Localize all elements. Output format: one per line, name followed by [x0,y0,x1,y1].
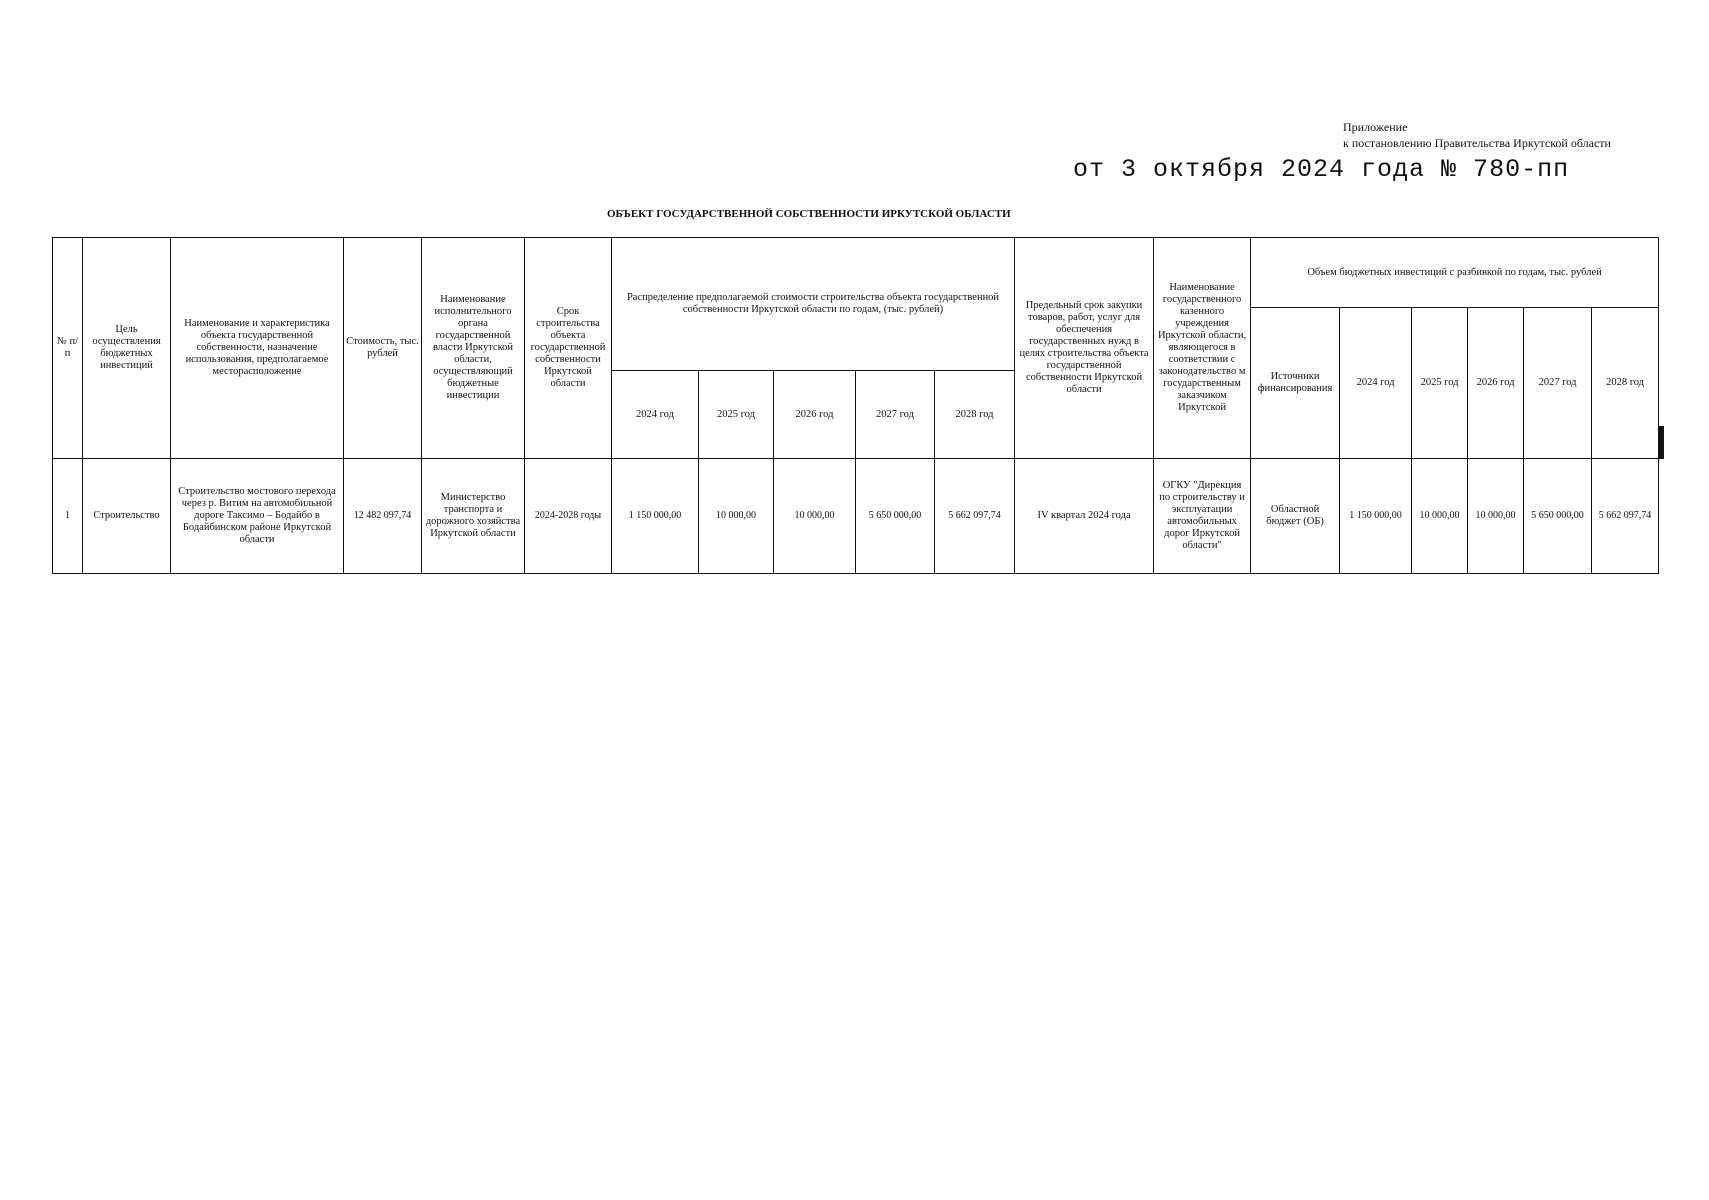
header-dist-year: 2024 год [612,371,699,459]
header-distribution: Распределение предполагаемой стоимости строительства объекта государственной собственности Иркутской области по годам, (тыс. рублей) [612,238,1015,371]
header-object: Наименование и характеристика объекта государственной собственности, назначение использования, предполагаемое месторасположение [171,238,344,459]
appendix-reference: к постановлению Правительства Иркутской области [1343,136,1611,150]
header-executive: Наименование исполнительного органа государственной власти Иркутской области, осуществляющий бюджетные инвестиции [422,238,525,459]
row-cost: 12 482 097,74 [344,459,422,574]
row-executive: Министерство транспорта и дорожного хозяйства Иркутской области [422,459,525,574]
row-institution: ОГКУ "Дирекция по строительству и эксплуатации автомобильных дорог Иркутской области" [1154,459,1251,574]
row-object: Строительство мостового перехода через р. Витим на автомобильной дороге Таксимо – Бодайбо в Бодайбинском районе Иркутской области [171,459,344,574]
header-dist-year: 2025 год [699,371,774,459]
header-inv-year: 2028 год [1592,308,1659,459]
header-inv-year: 2027 год [1524,308,1592,459]
header-inv-year: 2025 год [1412,308,1468,459]
header-sources: Источники финансирования [1251,308,1340,459]
row-num: 1 [53,459,83,574]
decree-date-number: от 3 октября 2024 года № 780-пп [1073,155,1570,184]
header-investments: Объем бюджетных инвестиций с разбивкой по годам, тыс. рублей [1251,238,1659,308]
header-cost: Стоимость, тыс. рублей [344,238,422,459]
header-dist-year: 2026 год [774,371,856,459]
row-goal: Строительство [83,459,171,574]
row-dist-value: 1 150 000,00 [612,459,699,574]
header-num: № п/п [53,238,83,459]
row-source-value: 10 000,00 [1412,459,1468,574]
total-value [1663,427,1664,459]
header-dist-year: 2027 год [856,371,935,459]
header-inv-year: 2024 год [1340,308,1412,459]
appendix-title: Приложение [1343,120,1408,134]
row-procurement: IV квартал 2024 года [1015,459,1154,574]
row-dist-value: 10 000,00 [774,459,856,574]
row-source-value: 5 650 000,00 [1524,459,1592,574]
row-source-value: 1 150 000,00 [1340,459,1412,574]
header-dist-year: 2028 год [935,371,1015,459]
header-institution: Наименование государственного казенного учреждения Иркутской области, являющегося в соответствии с законодательство м государственным заказчиком Иркутской [1154,238,1251,459]
row-source: Областной бюджет (ОБ) [1251,459,1340,574]
row-term: 2024-2028 годы [525,459,612,574]
appendix-block [1343,119,1611,151]
row-source-value: 5 662 097,74 [1592,459,1659,574]
header-term: Срок строительства объекта государственной собственности Иркутской области [525,238,612,459]
document-title: ОБЪЕКТ ГОСУДАРСТВЕННОЙ СОБСТВЕННОСТИ ИРКУТСКОЙ ОБЛАСТИ [607,208,1011,220]
header-goal: Цель осуществления бюджетных инвестиций [83,238,171,459]
row-dist-value: 5 662 097,74 [935,459,1015,574]
row-source-value: 10 000,00 [1468,459,1524,574]
row-dist-value: 10 000,00 [699,459,774,574]
header-procurement: Предельный срок закупки товаров, работ, услуг для обеспечения государственных нужд в целях строительства объекта государственной собственности Иркутской области [1015,238,1154,459]
investment-table [52,237,1664,574]
row-dist-value: 5 650 000,00 [856,459,935,574]
header-inv-year: 2026 год [1468,308,1524,459]
